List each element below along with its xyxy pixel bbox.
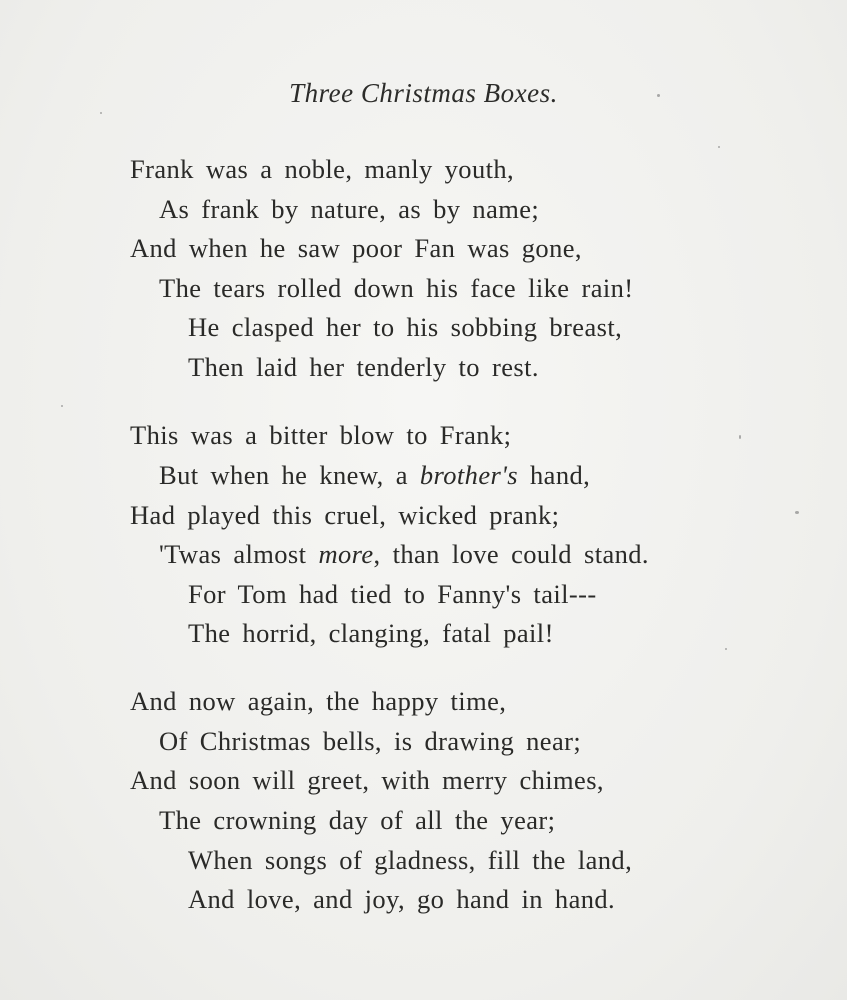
verse-line: He clasped her to his sobbing breast, (188, 312, 623, 342)
paper-speck (795, 511, 799, 514)
verse-line: And when he saw poor Fan was gone, (130, 233, 582, 263)
verse-line: When songs of gladness, fill the land, (188, 845, 633, 875)
verse-line: Of Christmas bells, is drawing near; (159, 726, 582, 756)
verse-line: As frank by nature, as by name; (159, 194, 540, 224)
paper-speck (61, 405, 63, 407)
page-title: Three Christmas Boxes. (289, 78, 558, 108)
verse-line: And love, and joy, go hand in hand. (188, 884, 616, 914)
verse-line: Frank was a noble, manly youth, (130, 154, 515, 184)
paper-speck (725, 648, 727, 650)
verse-line: For Tom had tied to Fanny's tail--- (188, 579, 597, 609)
verse-emphasis: more (318, 539, 374, 569)
verse-text: 'Twas almost (159, 539, 319, 569)
verse-line: And soon will greet, with merry chimes, (130, 765, 604, 795)
paper-speck (718, 146, 720, 148)
verse-line (159, 460, 590, 491)
verse-line: This was a bitter blow to Frank; (130, 420, 512, 450)
verse-text: , than love could stand. (373, 539, 649, 569)
verse-line: The crowning day of all the year; (159, 805, 556, 835)
verse-line: Had played this cruel, wicked prank; (130, 500, 560, 530)
paper-speck (739, 435, 741, 439)
verse-line: Then laid her tenderly to rest. (188, 352, 539, 382)
verse-line: And now again, the happy time, (130, 686, 507, 716)
paper-speck (657, 94, 660, 97)
verse-text: But when he knew, a (159, 460, 420, 490)
verse-line: The horrid, clanging, fatal pail! (188, 618, 554, 648)
verse-line (159, 539, 649, 570)
verse-text: hand, (518, 460, 591, 490)
paper-speck (100, 112, 102, 114)
verse-line: The tears rolled down his face like rain! (159, 273, 634, 303)
verse-emphasis: brother's (419, 460, 518, 490)
